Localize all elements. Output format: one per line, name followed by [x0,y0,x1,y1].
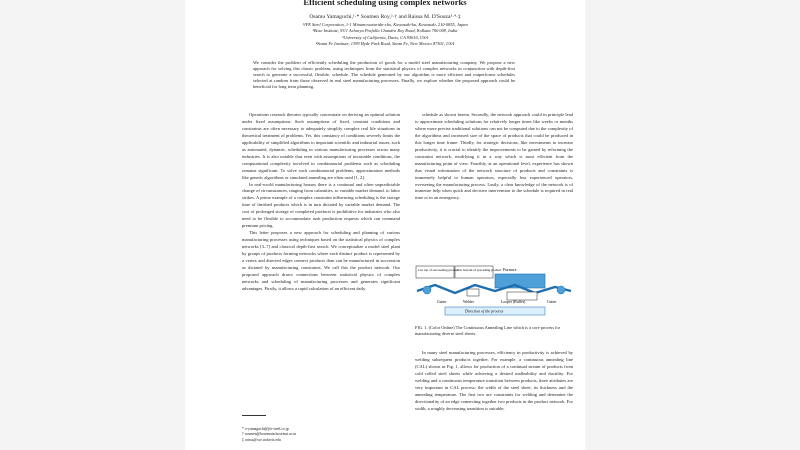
viewer-left-margin [0,0,185,450]
affiliation-line: ²Bose Institute, 93/1 Acharya Prafulla Chandra Roy Road, Kolkata 700 009, India [312,28,458,34]
right-column [415,112,573,202]
paragraph: In many steel manufacturing processes, efficiency in productivity is achieved by welding subsequent products together. For example, a continuous annealing line (CAL) shown in Fig. 1, allows for production of a continual stream of products from cold rolled steel sheets while achieving a desired malleability and ductility. For welding and a continuous temperature transition between products, three attributes are very important in CAL process: the width of the steel sheet, its thickness and the annealing temperature. The first two are constraints for welding and determine the directionality of an edge connecting together two products in the product network. For width, a roughly decreasing transition is suitable; [415,350,573,411]
footnote-email: * o-yamaguchi@jfe-steel.co.jp [242,427,289,431]
label-cutter-right: Cutter [547,300,557,304]
footnote-rule [242,415,266,416]
paragraph: Operations research theories typically concentrate on deriving an optimal solution under fixed assumptions. Such assumptions of fixed, constant conditions and constraints are often necessary to adequately simplify complex real life situations in theoretical treatment of problems. Yet, this constancy of conditions severely limits the applicability of simplified algorithms to important scientific and industrial issues, such as automated, dynamic, scheduling in various manufacturing processes across many industries. It is also notable that even with assumptions of invariable conditions, the computational complexity involved in combinatorial problems such as scheduling remains significant. To solve such combinatorial problems, approximation methods like genetic algorithms or simulated annealing are often used [1, 2]. [242,112,400,180]
coil-right [557,286,565,294]
footnote-email: † soumen@bosemain.boseinst.ac.in [242,432,297,437]
label-cut-top: Cut top of succeeding product [418,268,459,272]
label-looper: Looper (Buffer) [501,300,526,304]
abstract: We consider the problem of efficiently scheduling the production of goods for a model steel manufacturing company. We propose a new approach for solving this classic problem, using techniques from the statistical physics of complex networks in conjunction with depth-first search to generate a successful, flexible, schedule. The schedule generated by our algorithm is more efficient and outperforms schedules selected at random from those observed in real steel manufacturing processes. Finally, we explore whether the proposed approach could be beneficial for long term planning. [253,60,515,90]
paragraph: schedule as shown herein. Secondly, the network approach could in principle lead to approximate scheduling solutions for relatively longer times like weeks or months where more precise traditional solutions can not be computed due to the complexity of the algorithms and increased size of the space of products that could be produced in this longer time frame. Thirdly, for strategic decisions, like investments to increase productivity, it is crucial to identify the improvements to be gained by reforming the constraint network, modifying it in a way which is most efficient from the manufacturing point of view. Fourthly, at an operational level, experience has shown that visual information of the network structure of products and constraints is immensely helpful to human operators, especially less experienced operators, overseeing the manufacturing process. Lastly, a clear knowledge of the network is of immense help when quick and decisive intervention to the schedule is required in real time or in an emergency. [415,112,573,201]
steel-strip-path [417,285,571,293]
footnotes [242,427,296,443]
figure-caption: FIG. 1. (Color Online) The Continuous Annealing Line which is a core process for manufacturing diverse steel sheets. [415,325,561,337]
label-direction: Direction of the process [465,308,504,314]
annealing-line-diagram [415,265,573,321]
label-cut-bottom: Cut bottom of preceding product [457,268,502,272]
footnote-email: ‡ raissa@cse.ucdavis.edu [242,437,281,442]
looper-shape [507,292,537,300]
paper-title: Efficient scheduling using complex networks [303,0,467,7]
label-cutter-left: Cutter [437,300,447,304]
left-column [242,112,400,293]
label-welder: Welder [463,300,474,304]
affiliation-line: ⁴Santa Fe Institute, 1399 Hyde Park Road, Santa Fe, New Mexico 87501, USA [315,41,455,47]
author-list: Osamu Yamaguchi,¹·* Soumen Roy,²·† and Raissa M. D'Souza³·⁴·‡ [309,14,461,20]
paragraph: This letter proposes a new approach for scheduling and planning of various manufacturing processes using techniques based on the statistical physics of complex networks [3–7] and classical depth-first search. We conceptualize a model steel plant by groups of products forming networks where each distinct product is represented by a vertex and directed edges connect products than can be manufactured in succession as dictated by manufacturing constraints. We call this the product network. Our proposed approach draws connections between statistical physics of complex networks and scheduling of manufacturing processes and generates significant advantages. Firstly, it allows a rapid calculation of an efficient daily [242,230,400,291]
label-furnace: Furnace [503,267,517,272]
viewer-right-margin [585,0,800,450]
right-column-lower [415,350,573,413]
affiliation-line: ¹JFE Steel Corporation, 1-1 Minamowatarida-cho, Kawasaki-ku, Kawasaki, 210-0855, Japan [302,22,468,27]
coil-left [423,286,431,294]
figure-annealing-line [415,265,573,321]
paragraph: In real-world manufacturing houses there is a continual and often unpredictable change of circumstances, ranging from calamities, to variable market demand, to labor strikes. A prime example of a complex constraint influencing scheduling is the storage time of finished products which is in turn dictated by variable market demand. The cost of prolonged storage of completed products is prohibitive for industries who also need to be flexible to accommodate rush production requests which can command premium pricing. [242,181,400,229]
affiliations [185,22,585,48]
affiliation-line: ³University of California, Davis, CA 95616, USA [342,34,428,40]
welder-shape [467,289,479,296]
